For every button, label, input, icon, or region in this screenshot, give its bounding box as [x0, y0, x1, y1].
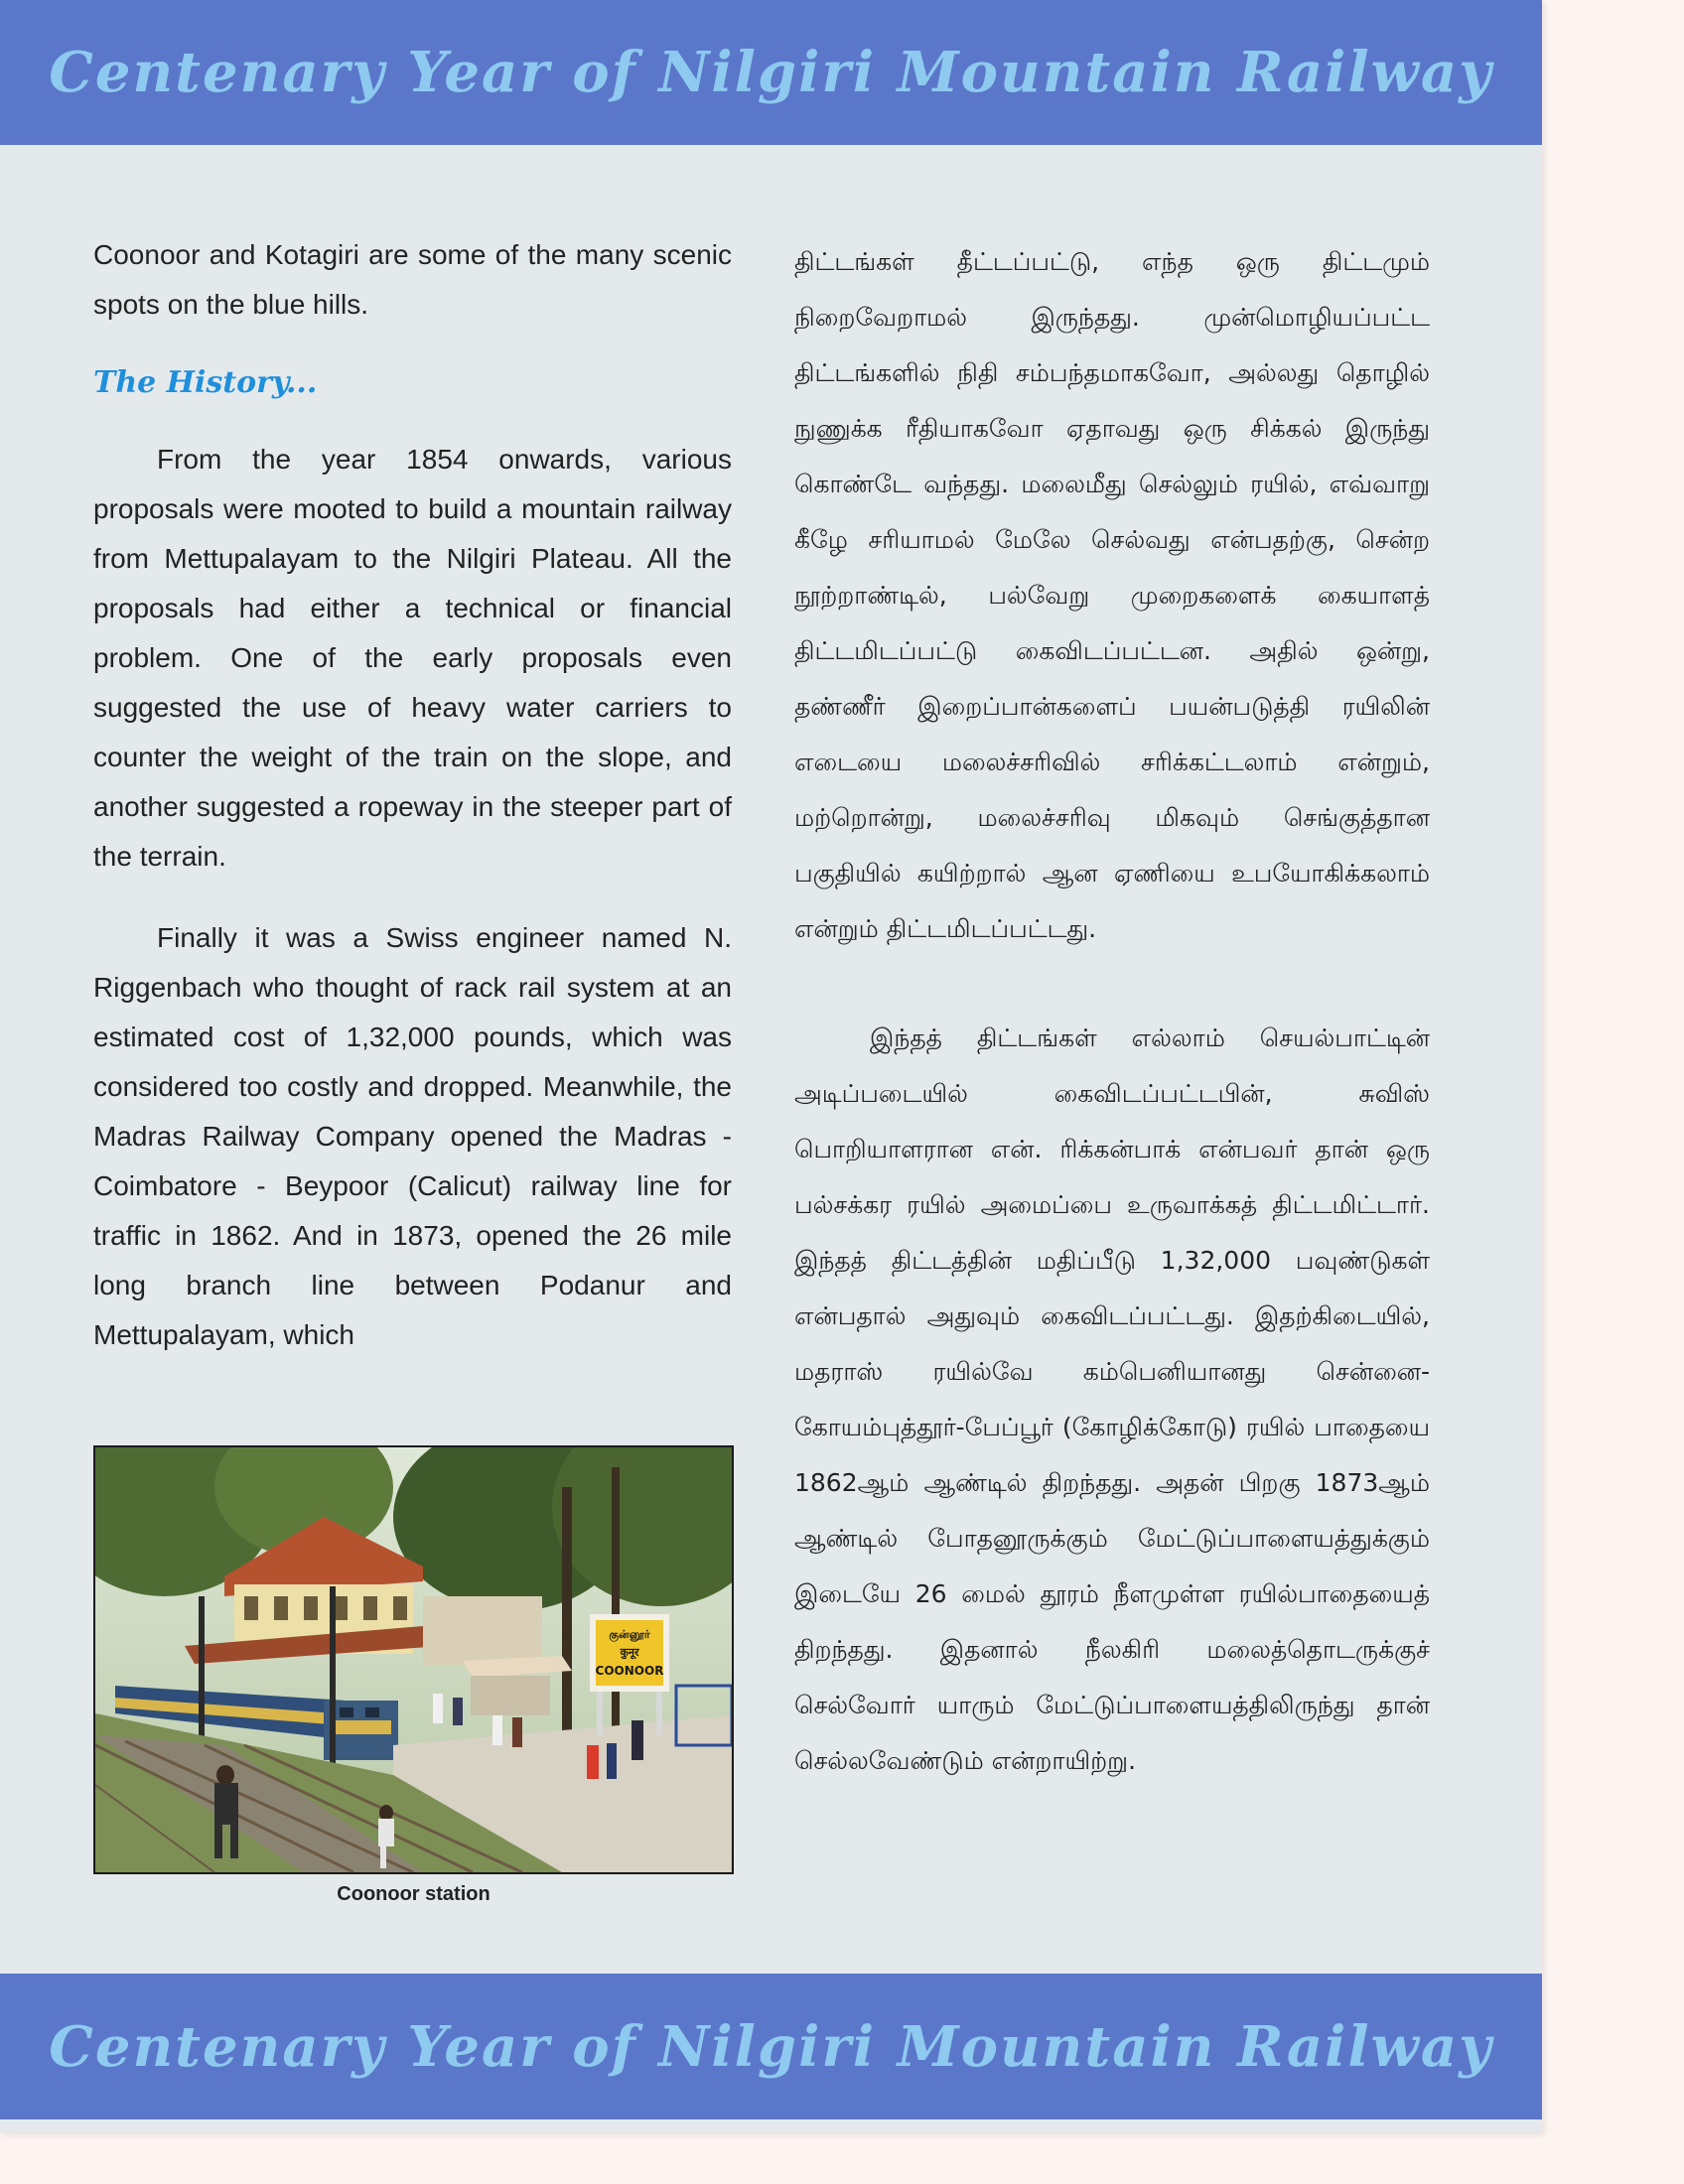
station-sign-hindi: कुनूर: [620, 1646, 639, 1659]
tamil-paragraph-1: திட்டங்கள் தீட்டப்பட்டு, எந்த ஒரு திட்டமும் நிறைவேறாமல் இருந்தது. முன்மொழியப்பட்ட திட்டங்களில் நிதி சம்பந்தமாகவோ, அல்லது தொழில் நுணுக்க ரீதியாகவோ ஏதாவது ஒரு சிக்கல் இருந்து கொண்டே வந்தது. மலைமீது செல்லும் ரயில், எவ்வாறு கீழே சரியாமல் மேலே செல்வது என்பதற்கு, சென்ற நூற்றாண்டில், பல்வேறு முறைகளைக் கையாளத் திட்டமிடப்பட்டு கைவிடப்பட்டன. அதில் ஒன்று, தண்ணீர் இறைப்பான்களைப் பயன்படுத்தி ரயிலின் எடையை மலைச்சரிவில் சரிக்கட்டலாம் என்றும், மற்றொன்று, மலைச்சரிவு மிகவும் செங்குத்தான பகுதியில் கயிற்றால் ஆன ஏணியை உபயோகிக்கலாம் என்றும் திட்டமிடப்பட்டது.: [794, 247, 1430, 943]
english-history-paragraph-1: From the year 1854 onwards, various proposals were mooted to build a mountain railway from Mettupalayam to the Nilgiri Plateau. All the proposals had either a technical or financial problem. One of the early proposals even suggested the use of heavy water carriers to counter the weight of the train on the slope, and another suggested a ropeway in the steeper part of the terrain.: [93, 444, 732, 872]
station-sign-tamil: குன்னூர்: [609, 1628, 650, 1641]
english-column: [93, 230, 732, 1360]
footer-banner: [0, 1974, 1542, 2119]
history-heading: The History...: [93, 365, 318, 400]
tamil-paragraph-2: இந்தத் திட்டங்கள் எல்லாம் செயல்பாட்டின் அடிப்படையில் கைவிடப்பட்டபின், சுவிஸ் பொறியாளரான என். ரிக்கன்பாக் என்பவர் தான் ஒரு பல்சக்கர ரயில் அமைப்பை உருவாக்கத் திட்டமிட்டார். இந்தத் திட்டத்தின் மதிப்பீடு 1,32,000 பவுண்டுகள் என்பதால் அதுவும் கைவிடப்பட்டது. இதற்கிடையில், மதராஸ் ரயில்வே கம்பெனியானது சென்னை-கோயம்புத்தூர்-பேப்பூர் (கோழிக்கோடு) ரயில் பாதையை 1862ஆம் ஆண்டில் திறந்தது. அதன் பிறகு 1873ஆம் ஆண்டில் போதனூருக்கும் மேட்டுப்பாளையத்துக்கும் இடையே 26 மைல் தூரம் நீளமுள்ள ரயில்பாதையைத் திறந்தது. இதனால் நீலகிரி மலைத்தொடருக்குச் செல்வோர் யாரும் மேட்டுப்பாளையத்திலிருந்து தான் செல்லவேண்டும் என்றாயிற்று.: [794, 1024, 1430, 1775]
english-intro-paragraph: Coonoor and Kotagiri are some of the many scenic spots on the blue hills.: [93, 239, 732, 320]
footer-banner-title: Centenary Year of Nilgiri Mountain Railway: [49, 2013, 1493, 2080]
header-banner: [0, 0, 1542, 145]
tamil-column: [794, 234, 1430, 1789]
english-history-paragraph-2: Finally it was a Swiss engineer named N. Riggenbach who thought of rack rail system at an estimated cost of 1,32,000 pounds, which was considered too costly and dropped. Meanwhile, the Madras Railway Company opened the Madras - Coimbatore - Beypoor (Calicut) railway line for traffic in 1862. And in 1873, opened the 26 mile long branch line between Podanur and Mettupalayam, which: [93, 922, 732, 1350]
station-sign-english: COONOOR: [595, 1664, 664, 1678]
coonoor-station-photo: [93, 1445, 734, 1874]
header-banner-title: Centenary Year of Nilgiri Mountain Railway: [49, 40, 1493, 105]
photo-caption: Coonoor station: [337, 1883, 491, 1905]
